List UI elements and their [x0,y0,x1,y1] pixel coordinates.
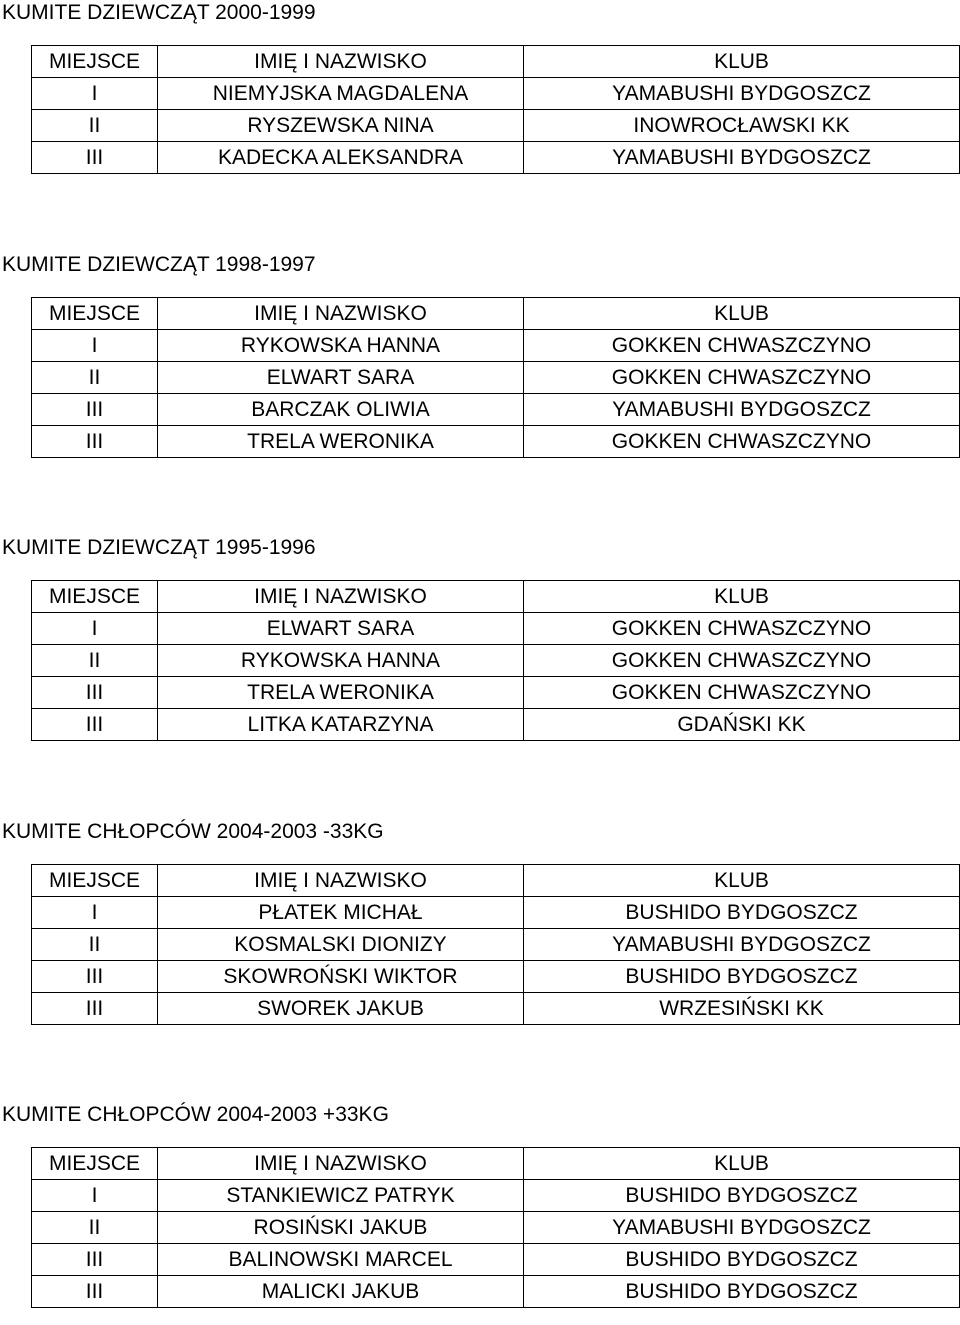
table-row [32,78,960,110]
name-cell: RYKOWSKA HANNA [158,330,524,362]
table-row [32,677,960,709]
table-row [32,961,960,993]
header-club: KLUB [524,581,960,613]
place-cell: III [32,993,158,1025]
club-cell: YAMABUSHI BYDGOSZCZ [524,1212,960,1244]
section-title: KUMITE CHŁOPCÓW 2004-2003 +33KG [2,1103,389,1126]
place-cell: I [32,1180,158,1212]
name-cell: RYKOWSKA HANNA [158,645,524,677]
table-row [32,394,960,426]
header-name: IMIĘ I NAZWISKO [158,865,524,897]
club-cell: BUSHIDO BYDGOSZCZ [524,1244,960,1276]
place-cell: II [32,645,158,677]
club-cell: GDAŃSKI KK [524,709,960,741]
table-header-row [32,581,960,613]
club-cell: GOKKEN CHWASZCZYNO [524,613,960,645]
place-cell: III [32,142,158,174]
results-table [31,580,960,741]
table-header-row [32,298,960,330]
club-cell: BUSHIDO BYDGOSZCZ [524,897,960,929]
name-cell: RYSZEWSKA NINA [158,110,524,142]
section-title: KUMITE DZIEWCZĄT 1998-1997 [2,253,316,276]
table-header-row [32,1148,960,1180]
club-cell: YAMABUSHI BYDGOSZCZ [524,142,960,174]
table-row [32,330,960,362]
header-club: KLUB [524,46,960,78]
name-cell: LITKA KATARZYNA [158,709,524,741]
name-cell: PŁATEK MICHAŁ [158,897,524,929]
table-row [32,993,960,1025]
place-cell: I [32,897,158,929]
place-cell: II [32,110,158,142]
place-cell: II [32,1212,158,1244]
place-cell: III [32,709,158,741]
place-cell: III [32,1244,158,1276]
name-cell: TRELA WERONIKA [158,426,524,458]
table-header-row [32,46,960,78]
table-row [32,1276,960,1308]
club-cell: GOKKEN CHWASZCZYNO [524,645,960,677]
table-row [32,142,960,174]
club-cell: YAMABUSHI BYDGOSZCZ [524,394,960,426]
name-cell: KADECKA ALEKSANDRA [158,142,524,174]
section-title: KUMITE DZIEWCZĄT 2000-1999 [2,1,316,24]
table-row [32,929,960,961]
name-cell: MALICKI JAKUB [158,1276,524,1308]
name-cell: TRELA WERONIKA [158,677,524,709]
header-club: KLUB [524,865,960,897]
header-name: IMIĘ I NAZWISKO [158,581,524,613]
name-cell: KOSMALSKI DIONIZY [158,929,524,961]
header-place: MIEJSCE [32,865,158,897]
club-cell: BUSHIDO BYDGOSZCZ [524,1180,960,1212]
name-cell: STANKIEWICZ PATRYK [158,1180,524,1212]
place-cell: II [32,929,158,961]
name-cell: BALINOWSKI MARCEL [158,1244,524,1276]
table-header-row [32,865,960,897]
name-cell: ELWART SARA [158,613,524,645]
header-name: IMIĘ I NAZWISKO [158,46,524,78]
place-cell: I [32,330,158,362]
place-cell: III [32,961,158,993]
place-cell: III [32,677,158,709]
results-table [31,45,960,174]
name-cell: NIEMYJSKA MAGDALENA [158,78,524,110]
header-place: MIEJSCE [32,298,158,330]
club-cell: BUSHIDO BYDGOSZCZ [524,961,960,993]
section-title: KUMITE DZIEWCZĄT 1995-1996 [2,536,316,559]
table-row [32,110,960,142]
club-cell: GOKKEN CHWASZCZYNO [524,677,960,709]
club-cell: YAMABUSHI BYDGOSZCZ [524,929,960,961]
table-row [32,897,960,929]
header-name: IMIĘ I NAZWISKO [158,1148,524,1180]
results-table [31,1147,960,1308]
place-cell: III [32,1276,158,1308]
header-place: MIEJSCE [32,1148,158,1180]
place-cell: III [32,394,158,426]
place-cell: I [32,78,158,110]
section-title: KUMITE CHŁOPCÓW 2004-2003 -33KG [2,820,384,843]
results-table [31,297,960,458]
club-cell: GOKKEN CHWASZCZYNO [524,362,960,394]
table-row [32,1244,960,1276]
club-cell: INOWROCŁAWSKI KK [524,110,960,142]
club-cell: YAMABUSHI BYDGOSZCZ [524,78,960,110]
club-cell: GOKKEN CHWASZCZYNO [524,426,960,458]
header-club: KLUB [524,298,960,330]
table-row [32,1212,960,1244]
results-table [31,864,960,1025]
name-cell: SWOREK JAKUB [158,993,524,1025]
table-row [32,1180,960,1212]
name-cell: ELWART SARA [158,362,524,394]
header-name: IMIĘ I NAZWISKO [158,298,524,330]
header-place: MIEJSCE [32,46,158,78]
header-place: MIEJSCE [32,581,158,613]
place-cell: III [32,426,158,458]
header-club: KLUB [524,1148,960,1180]
name-cell: BARCZAK OLIWIA [158,394,524,426]
table-row [32,709,960,741]
name-cell: ROSIŃSKI JAKUB [158,1212,524,1244]
table-row [32,613,960,645]
club-cell: GOKKEN CHWASZCZYNO [524,330,960,362]
table-row [32,645,960,677]
table-row [32,426,960,458]
place-cell: I [32,613,158,645]
place-cell: II [32,362,158,394]
name-cell: SKOWROŃSKI WIKTOR [158,961,524,993]
club-cell: WRZESIŃSKI KK [524,993,960,1025]
club-cell: BUSHIDO BYDGOSZCZ [524,1276,960,1308]
table-row [32,362,960,394]
